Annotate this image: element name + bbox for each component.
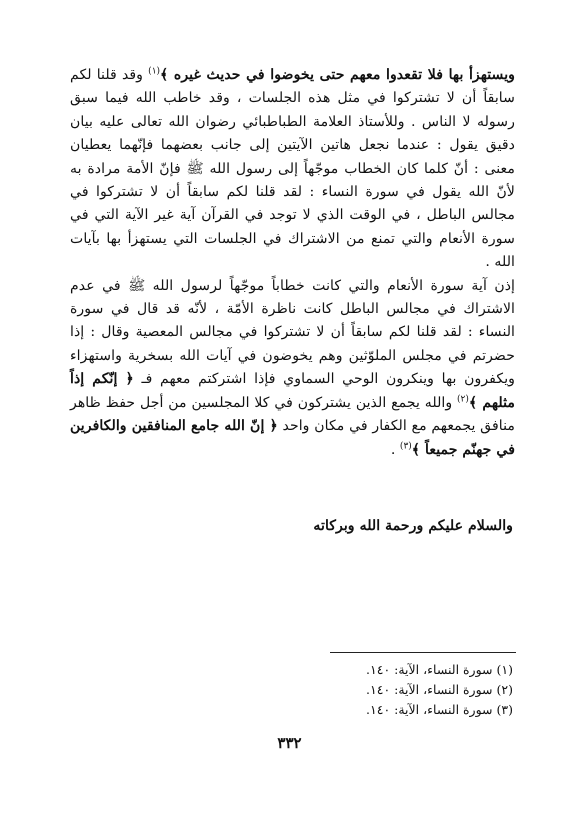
footnote-ref: (٢) [457, 393, 469, 404]
paragraph-2 [70, 275, 515, 462]
footnote-item: (٣) سورة النساء، الآية: ١٤٠. [366, 702, 513, 717]
footnote-ref: (٣) [399, 440, 412, 451]
paragraph-text: وقد قلنا لكم سابقاً أن لا تشتركوا في مثل هذه الجلسات ، وقد خاطب الله فيما سبق رسوله لا الناس . وللأستاذ العلامة الطباطبائي رضوان الله تعالى عليه بيان دقيق يقول : عندما نجعل هاتين الآيتين إلى جانب بعضهما فإنّهما يعطيان معنى : أنّ كلما كان الخطاب موجّهاً إلى رسول الله ﷺ فإنّ الأمة مرادة به لأنّ الله يقول في سورة النساء : لقد قلنا لكم سابقاً أن لا تشتركوا في مجالس الباطل ، في الوقت الذي لا توجد في القرآن آية غير الآية التي في سورة الأنعام والتي تمنع من الاشتراك في الجلسات التي يستهزأ بها بآيات الله . [70, 67, 515, 271]
paragraph-1 [70, 64, 515, 275]
paragraph-text: والله يجمع الذين يشتركون في كلا المجلسين من أجل حفظ ظاهر منافق يجمعهم مع الكفار في مكان واحد [70, 394, 515, 435]
verse-quote: ويستهزأ بها فلا تقعدوا معهم حتى يخوضوا في حديث غيره ﴾ [160, 67, 516, 83]
footnote-item: (١) سورة النساء، الآية: ١٤٠. [366, 662, 513, 677]
verse-quote: ﴿ إنّكم إذاً مثلهم ﴾ [70, 371, 515, 411]
footnote-ref: (١) [148, 66, 161, 77]
verse-quote: ﴿ إنّ الله جامع المنافقين والكافرين في جهنّم جميعاً ﴾ [70, 418, 515, 458]
closing-salutation: والسلام عليكم ورحمة الله وبركاته [313, 518, 513, 534]
footnote-divider [330, 652, 516, 653]
footnote-item: (٢) سورة النساء، الآية: ١٤٠. [366, 682, 513, 697]
paragraph-text: إذن آية سورة الأنعام والتي كانت خطاباً موجّهاً لرسول الله ﷺ في عدم الاشتراك في مجالس الباطل كانت ناظرة الأمّة ، لأنّه قد قال في سورة النساء : لقد قلنا لكم سابقاً أن لا تشتركوا في مجالس المعصية وقال : إذا حضرتم في مجلس الملوّثين وهم يخوضون في آيات الله بسخرية واستهزاء ويكفرون بها وينكرون الوحي السماوي فإذا اشتركتم معهم فـ [70, 277, 515, 388]
page-number: ٣٣٢ [277, 734, 302, 752]
paragraph-text: . [390, 441, 400, 458]
main-text [70, 64, 515, 462]
footnotes [366, 660, 513, 720]
